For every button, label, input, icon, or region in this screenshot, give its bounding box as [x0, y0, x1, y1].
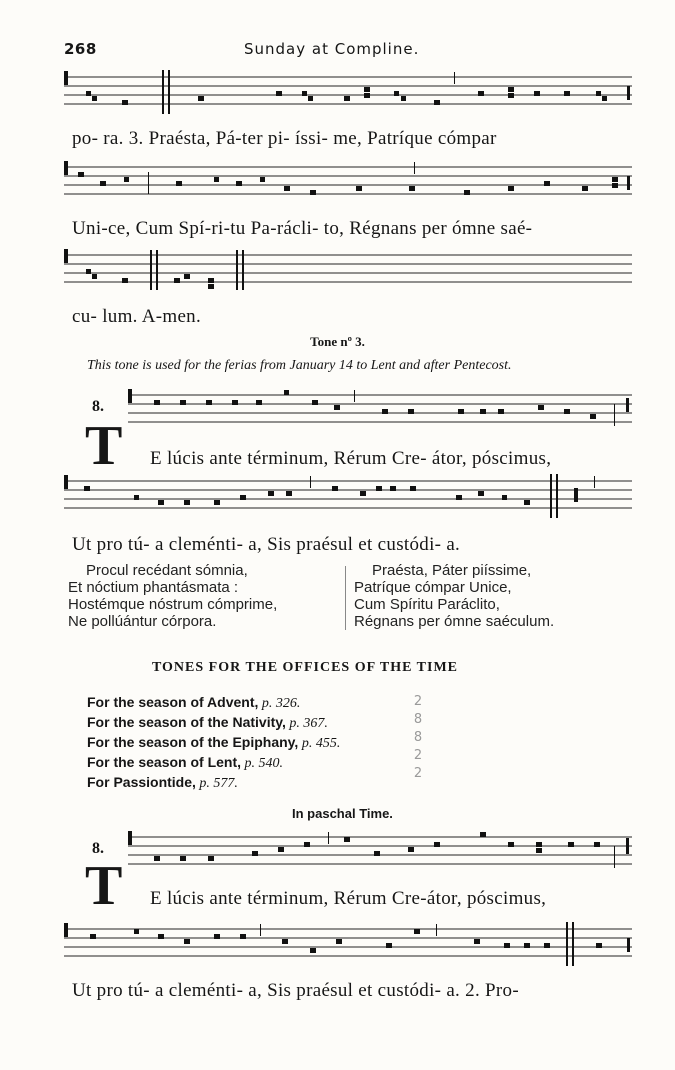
chant-staff-7 — [64, 920, 632, 968]
list-item — [87, 753, 340, 773]
staff-lines — [128, 386, 632, 434]
section-title: TONES FOR THE OFFICES OF THE TIME — [151, 660, 459, 675]
initial-letter: T — [85, 855, 123, 917]
verse-line: Cum Spíritu Paráclito, — [354, 596, 500, 613]
chant-staff-1 — [64, 68, 632, 116]
item-label: For the season of the Nativity, — [87, 714, 286, 730]
pencil-annotations — [408, 693, 428, 783]
clef — [128, 831, 132, 845]
chant-staff-4 — [128, 386, 632, 434]
pencil-mark: 2 — [413, 694, 423, 709]
verse-line: Hostémque nóstrum cómprime, — [68, 596, 278, 613]
item-label: For the season of the Epiphany, — [87, 734, 299, 750]
item-label: For Passiontide, — [87, 774, 196, 790]
staff-lines — [128, 828, 632, 876]
page-ref: p. 326. — [261, 696, 301, 711]
verses-right — [354, 562, 554, 630]
list-item — [87, 773, 340, 793]
lyrics-line-1: po- ra. 3. Praésta, Pá-ter pi- íssi- me, Patríque cómpar — [72, 128, 497, 149]
pencil-mark: 8 — [413, 712, 423, 727]
page-number: 268 — [64, 40, 97, 58]
page-ref: p. 455. — [301, 736, 341, 751]
staff-lines — [64, 472, 632, 520]
list-item — [87, 733, 340, 753]
item-label: For the season of Advent, — [87, 694, 259, 710]
initial-letter: T — [85, 415, 123, 477]
verse-divider — [345, 566, 346, 630]
staff-lines — [64, 68, 632, 116]
clef — [64, 249, 68, 263]
chant-staff-6 — [128, 828, 632, 876]
lyrics-line-6: E lúcis ante términum, Rérum Cre-átor, póscimus, — [150, 888, 547, 909]
page-ref: p. 367. — [289, 716, 328, 731]
clef — [64, 161, 68, 175]
running-title: Sunday at Compline. — [244, 40, 420, 58]
chant-staff-3 — [64, 246, 632, 294]
staff-lines — [64, 158, 632, 206]
page-header — [64, 40, 639, 62]
lyrics-line-3: cu- lum. A-men. — [72, 306, 202, 327]
verse-line: Praésta, Páter piíssime, — [372, 562, 532, 579]
verse-line: Ne pollúántur córpora. — [68, 613, 217, 630]
lyrics-line-4: E lúcis ante términum, Rérum Cre- átor, póscimus, — [150, 448, 552, 469]
lyrics-line-2: Uni-ce, Cum Spí-ri-tu Pa-rácli- to, Régnans per ómne saé- — [72, 218, 533, 239]
chant-staff-2 — [64, 158, 632, 206]
mode-number: 8. — [92, 840, 104, 857]
verse-line: Et nóctium phantásmata : — [68, 579, 239, 596]
page-ref: p. 577. — [199, 776, 238, 791]
lyrics-line-7: Ut pro tú- a cleménti- a, Sis praésul et custódi- a. 2. Pro- — [72, 980, 519, 1001]
tone-3-note: This tone is used for the ferias from January 14 to Lent and after Pentecost. — [87, 358, 512, 373]
chant-staff-5 — [64, 472, 632, 520]
verse-line: Patríque cómpar Unice, — [354, 579, 512, 596]
tones-list — [87, 693, 340, 793]
clef — [128, 389, 132, 403]
pencil-mark: 2 — [413, 748, 423, 763]
clef — [64, 475, 68, 489]
clef — [64, 923, 68, 937]
page-ref: p. 540. — [244, 756, 284, 771]
pencil-mark: 8 — [413, 730, 423, 745]
lyrics-line-5: Ut pro tú- a cleménti- a, Sis praésul et custódi- a. — [72, 534, 461, 555]
list-item — [87, 693, 340, 713]
mode-number: 8. — [92, 398, 104, 415]
pencil-mark: 2 — [413, 766, 423, 781]
clef — [64, 71, 68, 85]
list-item — [87, 713, 340, 733]
staff-lines — [64, 920, 632, 968]
verse-line: Régnans per ómne saéculum. — [354, 613, 555, 630]
item-label: For the season of Lent, — [87, 754, 242, 770]
staff-lines — [64, 246, 632, 294]
verse-line: Procul recédant sómnia, — [86, 562, 248, 579]
paschal-title: In paschal Time. — [292, 806, 393, 821]
tone-3-title: Tone nº 3. — [310, 334, 365, 349]
verses-left — [68, 562, 277, 630]
